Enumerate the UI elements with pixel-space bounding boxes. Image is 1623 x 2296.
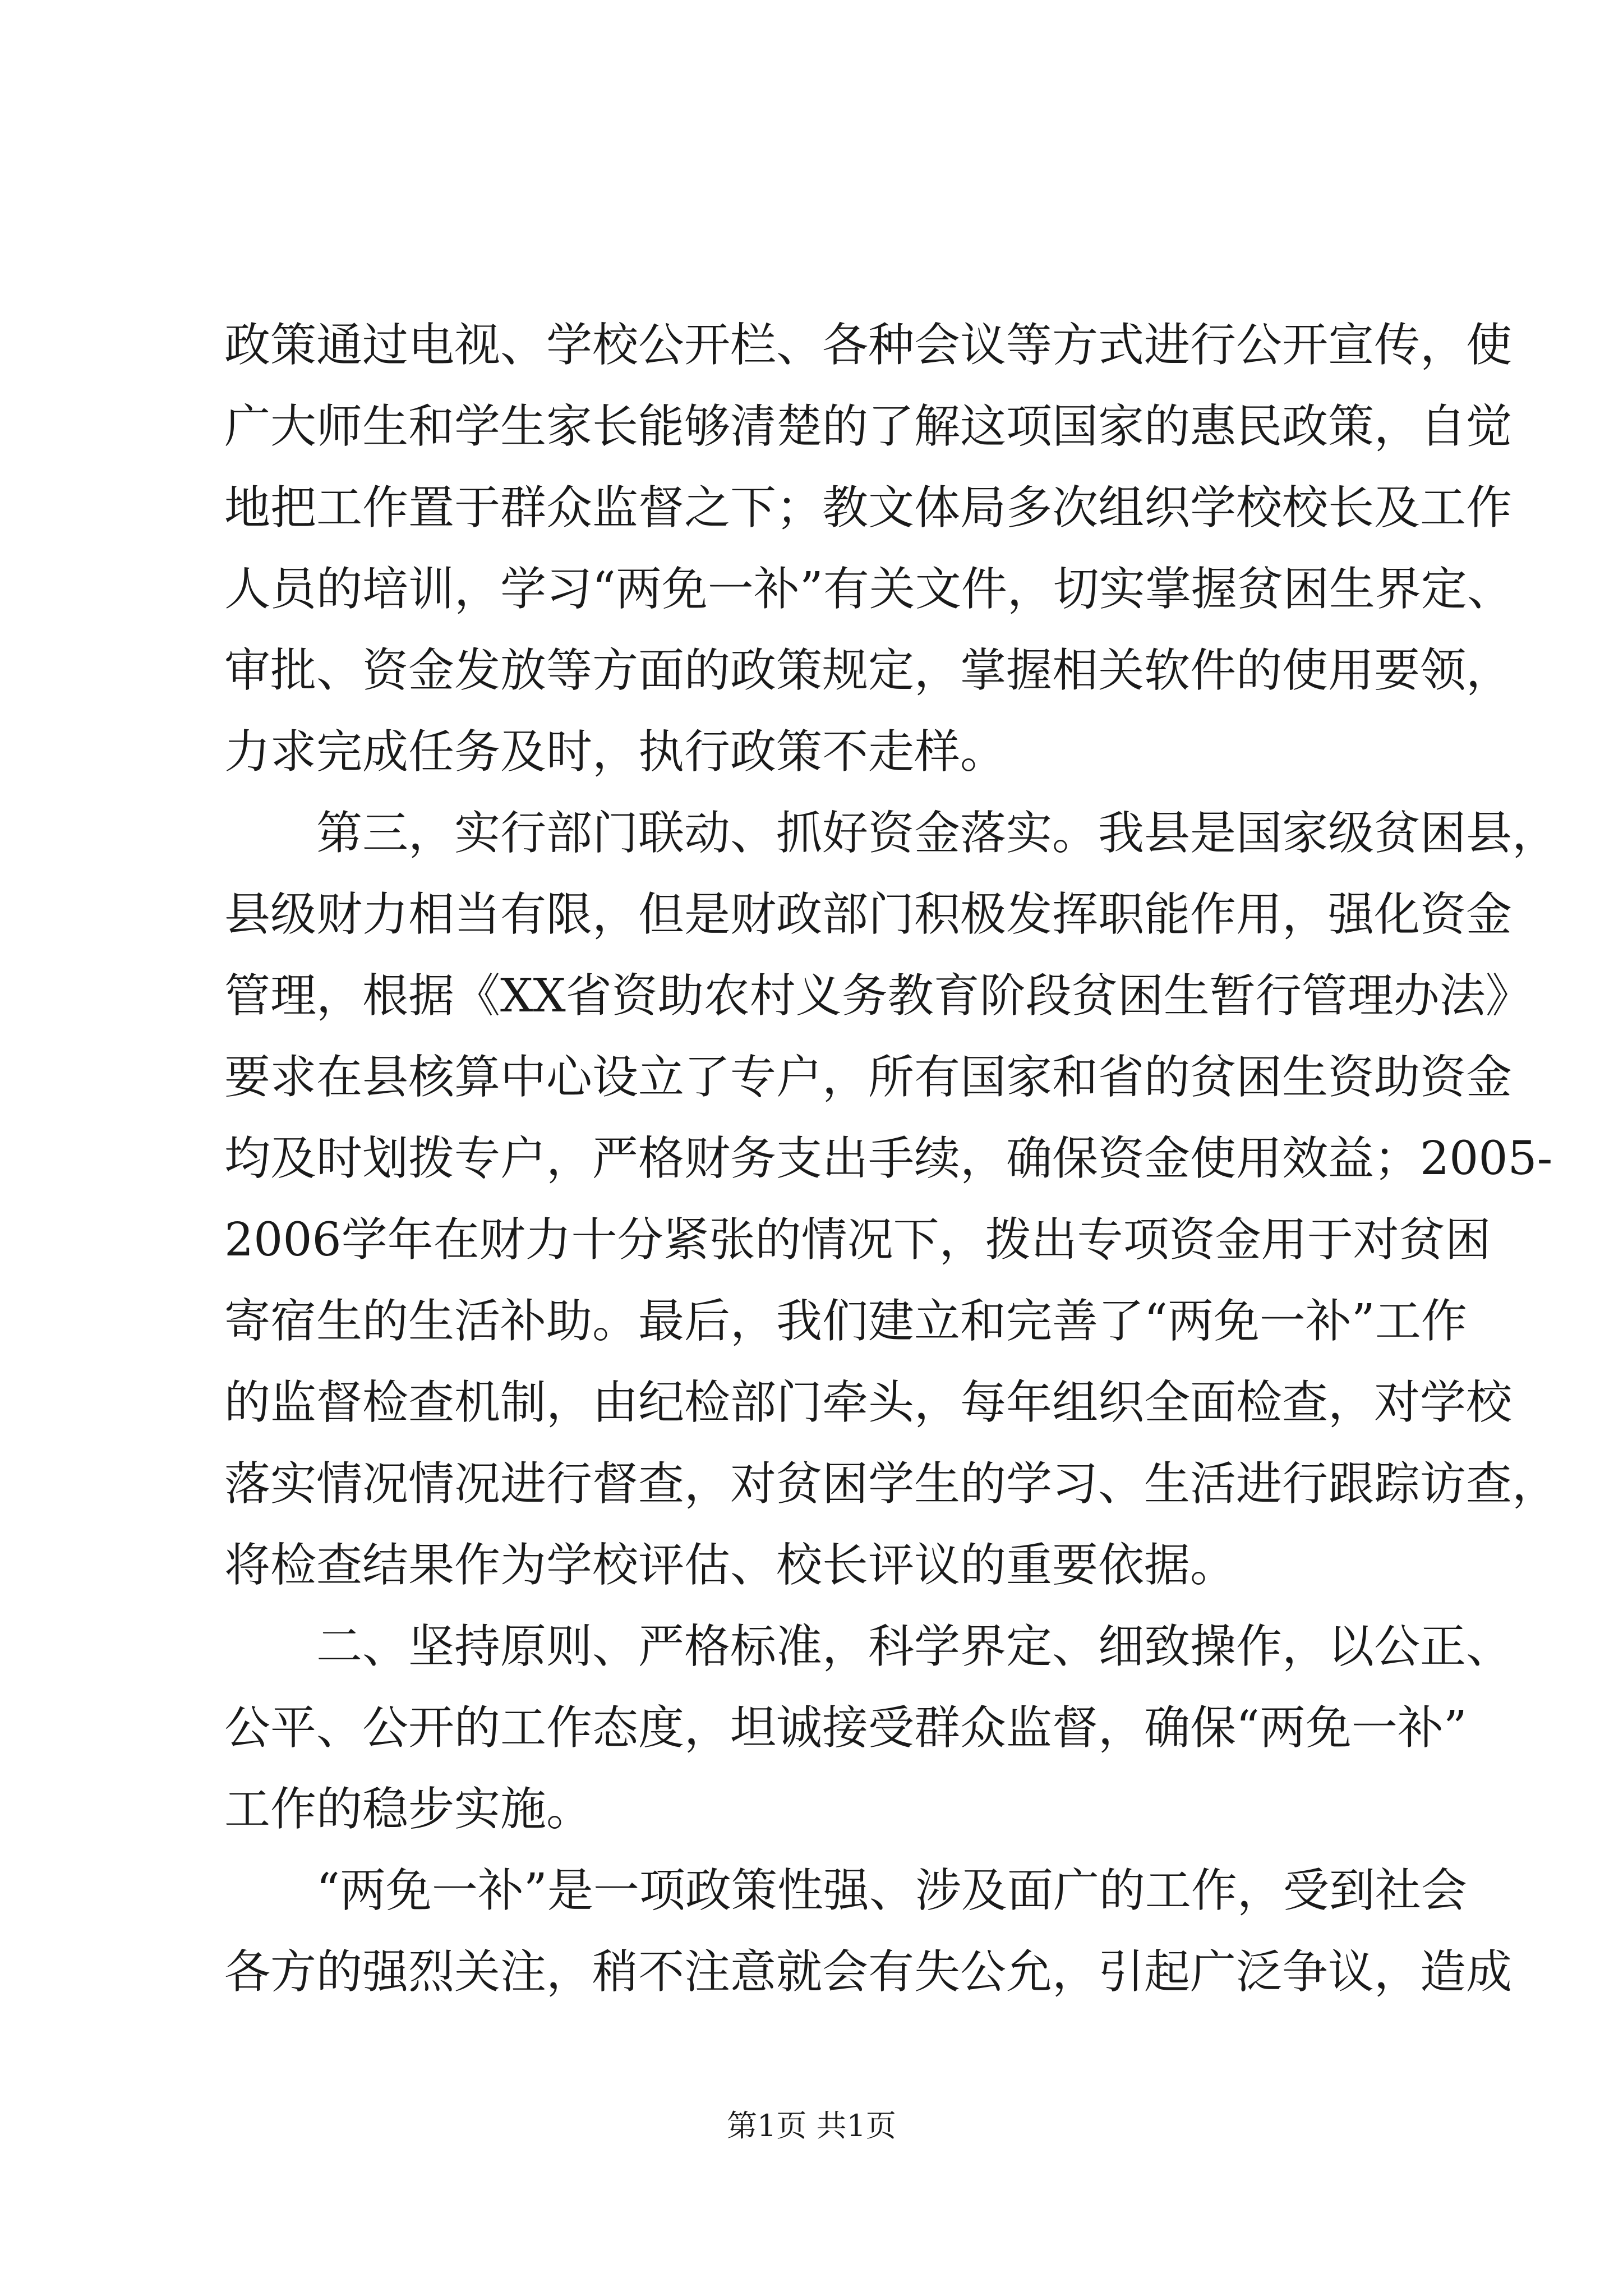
text-line: 寄宿生的生活补助。最后，我们建立和完善了“两免一补”工作 [224, 1295, 1467, 1348]
text-line: 第三，实行部门联动、抓好资金落实。我县是国家级贫困县， [316, 807, 1559, 860]
text-line: 广大师生和学生家长能够清楚的了解这项国家的惠民政策，自觉 [224, 400, 1513, 453]
text-line: 管理，根据《XX省资助农村义务教育阶段贫困生暂行管理办法》 [224, 969, 1532, 1023]
text-line: 人员的培训，学习“两免一补”有关文件，切实掌握贫困生界定、 [224, 563, 1513, 616]
page-footer: 第1页 共1页 [727, 2108, 896, 2143]
text-line: 力求完成任务及时，执行政策不走样。 [224, 725, 1007, 779]
text-line: 政策通过电视、学校公开栏、各种会议等方式进行公开宣传，使 [224, 319, 1513, 372]
text-line: 二、坚持原则、严格标准，科学界定、细致操作，以公正、 [316, 1620, 1513, 1673]
text-line: 公平、公开的工作态度，坦诚接受群众监督，确保“两免一补” [224, 1701, 1467, 1755]
text-line: 落实情况情况进行督查，对贫困学生的学习、生活进行跟踪访查， [224, 1457, 1559, 1511]
body-text [224, 305, 1559, 2013]
text-line: 审批、资金发放等方面的政策规定，掌握相关软件的使用要领， [224, 644, 1513, 697]
text-line: 县级财力相当有限，但是财政部门积极发挥职能作用，强化资金 [224, 888, 1513, 941]
text-line: 各方的强烈关注，稍不注意就会有失公允，引起广泛争议，造成 [224, 1945, 1513, 1999]
text-line: 地把工作置于群众监督之下；教文体局多次组织学校校长及工作 [224, 481, 1513, 535]
text-line: “两免一补”是一项政策性强、涉及面广的工作，受到社会 [316, 1864, 1467, 1917]
text-line: 工作的稳步实施。 [224, 1783, 593, 1836]
text-line: 将检查结果作为学校评估、校长评议的重要依据。 [224, 1539, 1237, 1592]
text-line: 的监督检查机制，由纪检部门牵头，每年组织全面检查，对学校 [224, 1376, 1513, 1429]
text-line: 要求在县核算中心设立了专户，所有国家和省的贫困生资助资金 [224, 1051, 1513, 1104]
text-line: 2006学年在财力十分紧张的情况下，拨出专项资金用于对贫困 [224, 1213, 1491, 1267]
text-line: 均及时划拨专户，严格财务支出手续，确保资金使用效益；2005- [224, 1132, 1553, 1185]
